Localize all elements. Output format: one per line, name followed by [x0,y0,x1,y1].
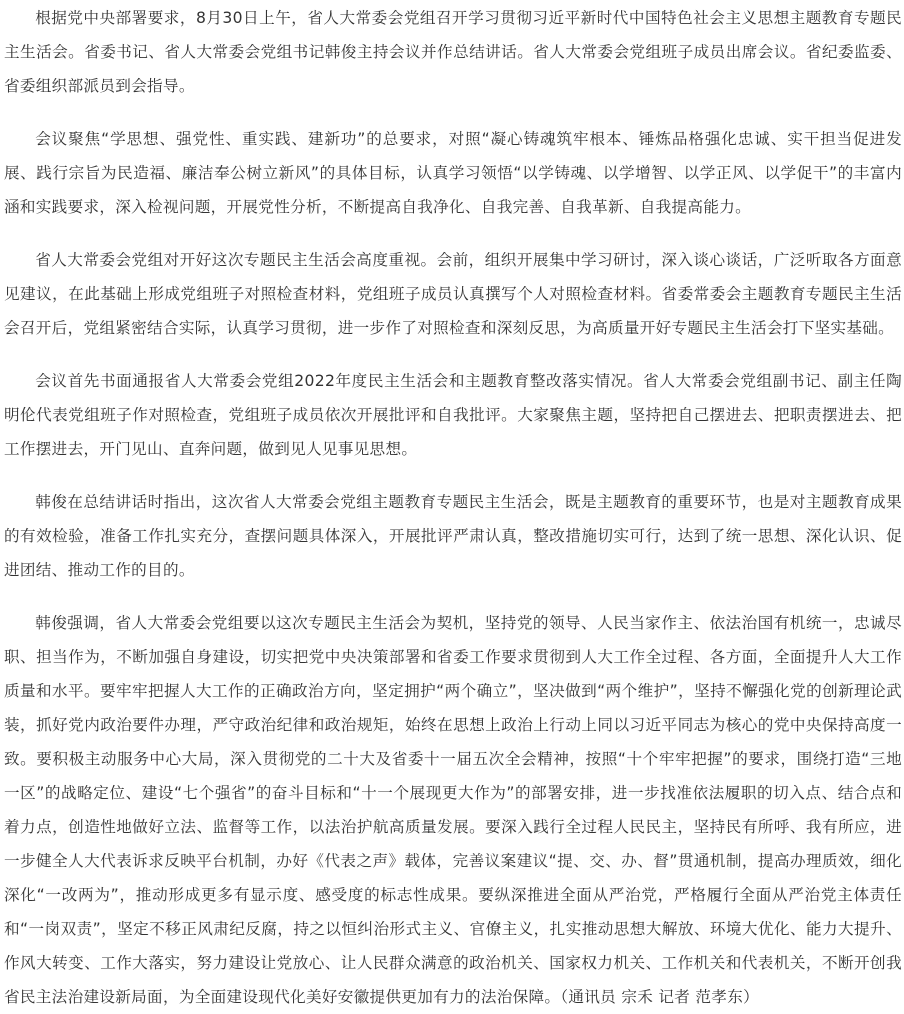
paragraph-preparation: 省人大常委会党组对开好这次专题民主生活会高度重视。会前，组织开展集中学习研讨，深入谈心谈话，广泛听取各方面意见建议，在此基础上形成党组班子对照检查材料，党组班子成员认真撰写个人对照检查材料。省委常委会主题教育专题民主生活会召开后，党组紧密结合实际，认真学习贯彻，进一步作了对照检查和深刻反思，为高质量开好专题民主生活会打下坚实基础。 [4,251,902,337]
paragraph-criticism: 会议首先书面通报省人大常委会党组2022年度民主生活会和主题教育整改落实情况。省人大常委会党组副书记、副主任陶明伦代表党组班子作对照检查，党组班子成员依次开展批评和自我批评。大家聚焦主题，坚持把自己摆进去、把职责摆进去、把工作摆进去，开门见山、直奔问题，做到见人见事见思想。 [4,372,902,458]
paragraph-meeting-intro: 根据党中央部署要求，8月30日上午，省人大常委会党组召开学习贯彻习近平新时代中国特色社会主义思想主题教育专题民主生活会。省委书记、省人大常委会党组书记韩俊主持会议并作总结讲话。省人大常委会党组班子成员出席会议。省纪委监委、省委组织部派员到会指导。 [4,9,902,95]
paragraph-requirements: 韩俊强调，省人大常委会党组要以这次专题民主生活会为契机，坚持党的领导、人民当家作主、依法治国有机统一，忠诚尽职、担当作为，不断加强自身建设，切实把党中央决策部署和省委工作要求贯彻到人大工作全过程、各方面，全面提升人大工作质量和水平。要牢牢把握人大工作的正确政治方向，坚定拥护“两个确立”，坚决做到“两个维护”，坚持不懈强化党的创新理论武装，抓好党内政治要件办理，严守政治纪律和政治规矩，始终在思想上政治上行动上同以习近平同志为核心的党中央保持高度一致。要积极主动服务中心大局，深入贯彻党的二十大及省委十一届五次全会精神，按照“十个牢牢把握”的要求，围绕打造“三地一区”的战略定位、建设“七个强省”的奋斗目标和“十一个展现更大作为”的部署安排，进一步找准依法履职的切入点、结合点和着力点，创造性地做好立法、监督等工作，以法治护航高质量发展。要深入践行全过程人民民主，坚持民有所呼、我有所应，进一步健全人大代表诉求反映平台机制，办好《代表之声》载体，完善议案建议“提、交、办、督”贯通机制，提高办理质效，细化深化“一改两为”，推动形成更多有显示度、感受度的标志性成果。要纵深推进全面从严治党，严格履行全面从严治党主体责任和“一岗双责”，坚定不移正风肃纪反腐，持之以恒纠治形式主义、官僚主义，扎实推动思想大解放、环境大优化、能力大提升、作风大转变、工作大落实，努力建设让党放心、让人民群众满意的政治机关、国家权力机关、工作机关和代表机关，不断开创我省民主法治建设新局面，为全面建设现代化美好安徽提供更加有力的法治保障。（通讯员 宗禾 记者 范孝东） [4,614,902,1006]
paragraph-meeting-focus: 会议聚焦“学思想、强党性、重实践、建新功”的总要求，对照“凝心铸魂筑牢根本、锤炼品格强化忠诚、实干担当促进发展、践行宗旨为民造福、廉洁奉公树立新风”的具体目标，认真学习领悟“以学铸魂、以学增智、以学正风、以学促干”的丰富内涵和实践要求，深入检视问题，开展党性分析，不断提高自我净化、自我完善、自我革新、自我提高能力。 [4,130,902,216]
paragraph-summary-speech: 韩俊在总结讲话时指出，这次省人大常委会党组主题教育专题民主生活会，既是主题教育的重要环节，也是对主题教育成果的有效检验，准备工作扎实充分，查摆问题具体深入，开展批评严肃认真，整改措施切实可行，达到了统一思想、深化认识、促进团结、推动工作的目的。 [4,493,902,579]
